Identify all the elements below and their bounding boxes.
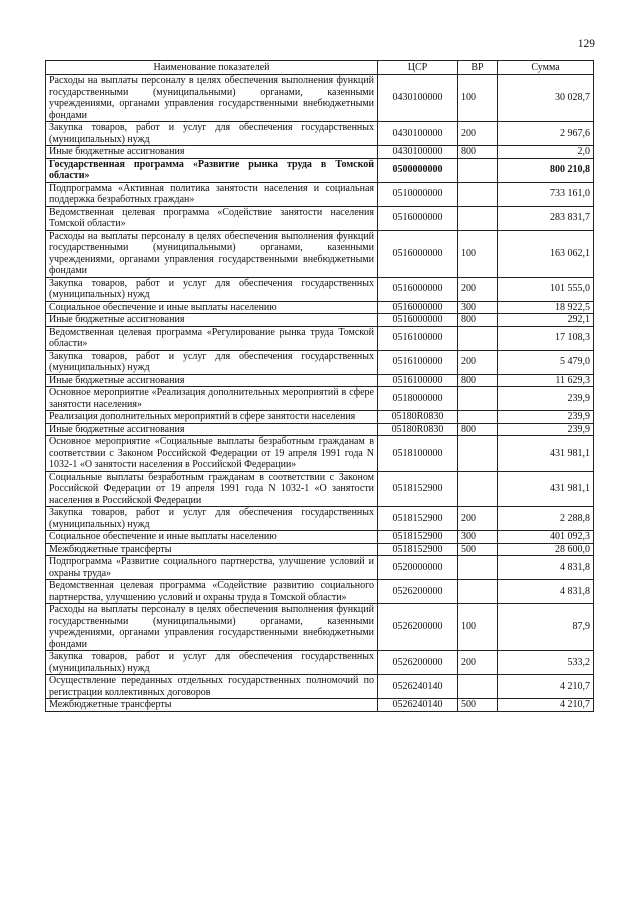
table-header-row: [46, 61, 594, 75]
table-row: [46, 531, 594, 544]
row-name: Закупка товаров, работ и услуг для обеспечения государственных (муниципальных) нужд: [46, 507, 378, 531]
row-sum: 163 062,1: [498, 230, 594, 277]
table-row: [46, 543, 594, 556]
row-csr: 0516000000: [378, 301, 458, 314]
row-csr: 0526240140: [378, 699, 458, 712]
row-vr: [458, 580, 498, 604]
row-vr: 200: [458, 277, 498, 301]
row-csr: 0526240140: [378, 675, 458, 699]
row-name: Основное мероприятие «Социальные выплаты безработным гражданам в соответствии с Законом Российской Федерации от 19 апреля 1991 года N 1032-1 «О занятости населения в Российской Федерации»: [46, 436, 378, 472]
row-csr: 0516000000: [378, 206, 458, 230]
row-sum: 28 600,0: [498, 543, 594, 556]
row-sum: 2 288,8: [498, 507, 594, 531]
table-row: [46, 580, 594, 604]
table-row: [46, 75, 594, 122]
row-name: Социальное обеспечение и иные выплаты населению: [46, 301, 378, 314]
row-vr: 800: [458, 314, 498, 327]
row-sum: 401 092,3: [498, 531, 594, 544]
header-name: Наименование показателей: [46, 61, 378, 75]
row-csr: 0516000000: [378, 230, 458, 277]
row-sum: 533,2: [498, 651, 594, 675]
row-vr: [458, 411, 498, 424]
row-sum: 11 629,3: [498, 374, 594, 387]
table-row: [46, 436, 594, 472]
row-sum: 2 967,6: [498, 122, 594, 146]
row-csr: 0518100000: [378, 436, 458, 472]
row-vr: 300: [458, 531, 498, 544]
row-name: Закупка товаров, работ и услуг для обеспечения государственных (муниципальных) нужд: [46, 350, 378, 374]
row-sum: 18 922,5: [498, 301, 594, 314]
row-vr: [458, 206, 498, 230]
table-row: [46, 471, 594, 507]
row-name: Закупка товаров, работ и услуг для обеспечения государственных (муниципальных) нужд: [46, 277, 378, 301]
row-name: Закупка товаров, работ и услуг для обеспечения государственных (муниципальных) нужд: [46, 651, 378, 675]
row-name: Ведомственная целевая программа «Содействие развитию социального партнерства, улучшению условий и охраны труда в Томской области»: [46, 580, 378, 604]
table-row: [46, 387, 594, 411]
table-row: [46, 158, 594, 182]
row-name: Расходы на выплаты персоналу в целях обеспечения выполнения функций государственными (муниципальными) органами, казенными учреждениями, органами управления государственными внебюджетными фондами: [46, 604, 378, 651]
row-name: Подпрограмма «Развитие социального партнерства, улучшение условий и охраны труда»: [46, 556, 378, 580]
row-vr: [458, 556, 498, 580]
table-row: [46, 556, 594, 580]
row-csr: 0430100000: [378, 146, 458, 159]
row-vr: 200: [458, 350, 498, 374]
row-name: Реализация дополнительных мероприятий в сфере занятости населения: [46, 411, 378, 424]
row-sum: 733 161,0: [498, 182, 594, 206]
row-csr: 0526200000: [378, 604, 458, 651]
row-csr: 0518152900: [378, 543, 458, 556]
header-csr: ЦСР: [378, 61, 458, 75]
row-name: Иные бюджетные ассигнования: [46, 314, 378, 327]
row-name: Ведомственная целевая программа «Регулирование рынка труда Томской области»: [46, 326, 378, 350]
row-csr: 0520000000: [378, 556, 458, 580]
row-sum: 87,9: [498, 604, 594, 651]
row-csr: 0516100000: [378, 350, 458, 374]
row-sum: 800 210,8: [498, 158, 594, 182]
row-csr: 0430100000: [378, 75, 458, 122]
row-sum: 431 981,1: [498, 436, 594, 472]
row-vr: 500: [458, 543, 498, 556]
row-name: Закупка товаров, работ и услуг для обеспечения государственных (муниципальных) нужд: [46, 122, 378, 146]
row-vr: 300: [458, 301, 498, 314]
table-row: [46, 230, 594, 277]
row-csr: 0526200000: [378, 580, 458, 604]
row-name: Иные бюджетные ассигнования: [46, 374, 378, 387]
row-sum: 239,9: [498, 387, 594, 411]
row-name: Осуществление переданных отдельных государственных полномочий по регистрации коллективных договоров: [46, 675, 378, 699]
row-name: Ведомственная целевая программа «Содействие занятости населения Томской области»: [46, 206, 378, 230]
row-vr: [458, 387, 498, 411]
row-vr: [458, 182, 498, 206]
row-vr: 100: [458, 604, 498, 651]
row-vr: [458, 326, 498, 350]
row-vr: 800: [458, 374, 498, 387]
row-sum: 431 981,1: [498, 471, 594, 507]
table-row: [46, 604, 594, 651]
table-row: [46, 122, 594, 146]
table-row: [46, 651, 594, 675]
row-csr: 0516100000: [378, 374, 458, 387]
row-vr: [458, 158, 498, 182]
row-vr: 100: [458, 230, 498, 277]
table-row: [46, 301, 594, 314]
table-row: [46, 507, 594, 531]
row-name: Основное мероприятие «Реализация дополнительных мероприятий в сфере занятости населения»: [46, 387, 378, 411]
row-sum: 2,0: [498, 146, 594, 159]
table-row: [46, 699, 594, 712]
table-row: [46, 277, 594, 301]
table-row: [46, 423, 594, 436]
row-name: Расходы на выплаты персоналу в целях обеспечения выполнения функций государственными (муниципальными) органами, казенными учреждениями, органами управления государственными внебюджетными фондами: [46, 75, 378, 122]
row-sum: 283 831,7: [498, 206, 594, 230]
row-name: Подпрограмма «Активная политика занятости населения и социальная поддержка безработных граждан»: [46, 182, 378, 206]
row-sum: 17 108,3: [498, 326, 594, 350]
row-sum: 4 831,8: [498, 556, 594, 580]
row-sum: 30 028,7: [498, 75, 594, 122]
table-row: [46, 374, 594, 387]
table-row: [46, 326, 594, 350]
row-sum: 4 210,7: [498, 699, 594, 712]
row-name: Социальное обеспечение и иные выплаты населению: [46, 531, 378, 544]
row-sum: 101 555,0: [498, 277, 594, 301]
row-csr: 0516000000: [378, 314, 458, 327]
row-csr: 05180R0830: [378, 411, 458, 424]
row-vr: 100: [458, 75, 498, 122]
row-csr: 05180R0830: [378, 423, 458, 436]
table-row: [46, 182, 594, 206]
row-sum: 239,9: [498, 423, 594, 436]
budget-table: [45, 60, 594, 712]
row-csr: 0500000000: [378, 158, 458, 182]
row-sum: 4 831,8: [498, 580, 594, 604]
row-vr: [458, 436, 498, 472]
row-sum: 5 479,0: [498, 350, 594, 374]
row-vr: 200: [458, 651, 498, 675]
table-row: [46, 675, 594, 699]
row-name: Межбюджетные трансферты: [46, 699, 378, 712]
row-name: Социальные выплаты безработным гражданам в соответствии с Законом Российской Федерации от 19 апреля 1991 года N 1032-1 «О занятости населения в Российской Федерации: [46, 471, 378, 507]
row-name: Межбюджетные трансферты: [46, 543, 378, 556]
row-vr: 800: [458, 423, 498, 436]
row-name: Расходы на выплаты персоналу в целях обеспечения выполнения функций государственными (муниципальными) органами, казенными учреждениями, органами управления государственными внебюджетными фондами: [46, 230, 378, 277]
row-csr: 0526200000: [378, 651, 458, 675]
header-vr: ВР: [458, 61, 498, 75]
row-sum: 292,1: [498, 314, 594, 327]
row-csr: 0510000000: [378, 182, 458, 206]
row-csr: 0518152900: [378, 507, 458, 531]
row-csr: 0430100000: [378, 122, 458, 146]
table-row: [46, 350, 594, 374]
row-name: Иные бюджетные ассигнования: [46, 146, 378, 159]
table-body: [46, 75, 594, 712]
table-row: [46, 206, 594, 230]
row-vr: 200: [458, 507, 498, 531]
row-vr: [458, 471, 498, 507]
page-number: 129: [577, 38, 595, 50]
row-csr: 0518000000: [378, 387, 458, 411]
row-name: Государственная программа «Развитие рынка труда в Томской области»: [46, 158, 378, 182]
row-vr: 800: [458, 146, 498, 159]
table-row: [46, 411, 594, 424]
header-sum: Сумма: [498, 61, 594, 75]
table-row: [46, 146, 594, 159]
row-name: Иные бюджетные ассигнования: [46, 423, 378, 436]
row-csr: 0516000000: [378, 277, 458, 301]
row-csr: 0516100000: [378, 326, 458, 350]
table-row: [46, 314, 594, 327]
row-vr: [458, 675, 498, 699]
row-sum: 239,9: [498, 411, 594, 424]
row-vr: 200: [458, 122, 498, 146]
row-csr: 0518152900: [378, 531, 458, 544]
row-csr: 0518152900: [378, 471, 458, 507]
row-vr: 500: [458, 699, 498, 712]
row-sum: 4 210,7: [498, 675, 594, 699]
